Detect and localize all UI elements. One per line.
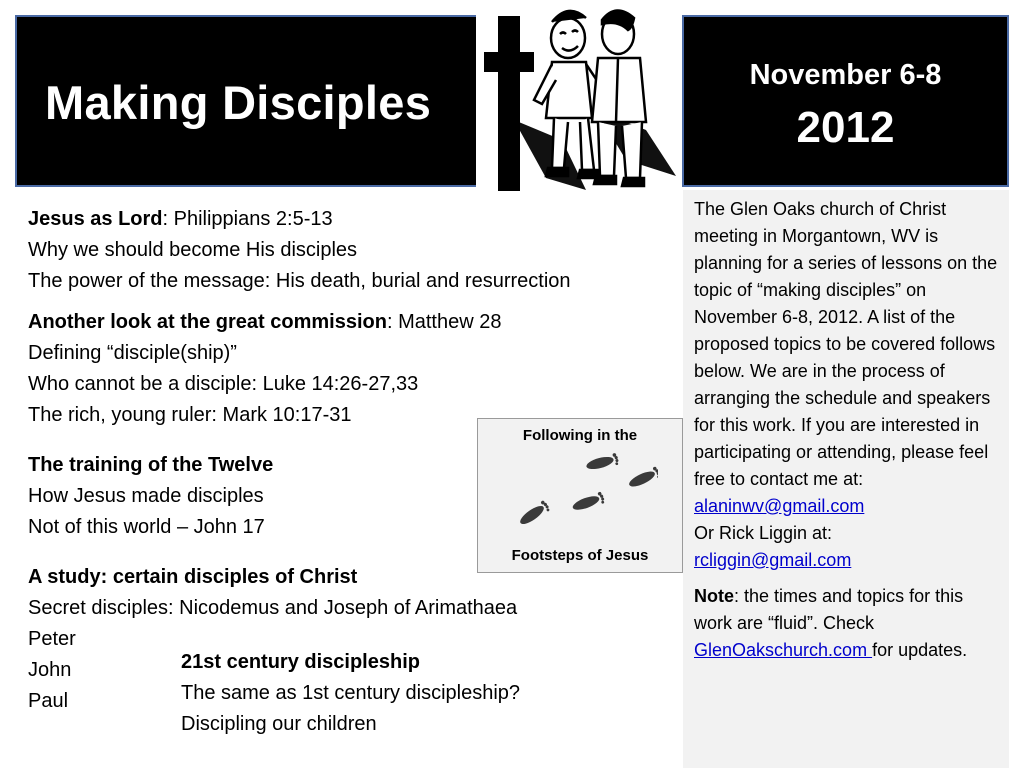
section-ref: : Matthew 28 [386, 311, 502, 333]
cross-and-two-men-illustration [476, 0, 682, 195]
footsteps-graphic [477, 418, 683, 573]
date-month-days: November 6-8 [749, 59, 942, 91]
footsteps-caption-top: Following in the [522, 427, 638, 444]
topic-line: Not of this world – John 17 [28, 516, 265, 538]
title-banner [15, 15, 480, 187]
topic-line: Discipling our children [181, 713, 377, 735]
topic-line: How Jesus made disciples [28, 485, 264, 507]
note-label: Note [694, 586, 734, 606]
section-training-twelve [28, 450, 273, 543]
topic-line: Why we should become His disciples [28, 239, 358, 261]
man-right [592, 10, 646, 186]
topic-line: Peter [28, 628, 76, 650]
section-heading: Jesus as Lord [28, 208, 163, 230]
note-end: for updates. [872, 640, 968, 660]
email-link-rick[interactable]: rcliggin@gmail.com [694, 550, 852, 570]
topic-line: Paul [28, 690, 69, 712]
sidebar-intro: The Glen Oaks church of Christ meeting in Morgantown, WV is planning for a series of lessons on the topic of “making disciples” on November 6-8, 2012. A list of the proposed topics to be covered follows below. We are in the process of arranging the schedule and speakers for this work. If you are interested in participating or attending, please feel free to contact me at: [694, 199, 998, 489]
topic-line: Secret disciples: Nicodemus and Joseph of Arimathaea [28, 597, 518, 619]
date-year: 2012 [796, 103, 895, 152]
date-banner [682, 15, 1009, 187]
topic-line: Defining “disciple(ship)” [28, 342, 237, 364]
website-link[interactable]: GlenOakschurch.com [694, 640, 873, 660]
footsteps-caption-bottom: Footsteps of Jesus [511, 547, 649, 564]
topic-line: Who cannot be a disciple: Luke 14:26-27,33 [28, 373, 419, 395]
section-heading: 21st century discipleship [181, 651, 420, 673]
page-title: Making Disciples [45, 76, 432, 129]
footprints-icon [508, 447, 658, 539]
info-sidebar-text [694, 196, 999, 664]
section-jesus-as-lord [28, 204, 571, 297]
section-ref: : Philippians 2:5-13 [162, 208, 333, 230]
topic-line: John [28, 659, 72, 681]
section-heading: Another look at the great commission [28, 311, 387, 333]
email-link-alan[interactable]: alaninwv@gmail.com [694, 496, 865, 516]
section-heading: The training of the Twelve [28, 454, 274, 476]
sidebar-or-line: Or Rick Liggin at: [694, 523, 833, 543]
section-great-commission [28, 307, 501, 431]
topic-line: The power of the message: His death, burial and resurrection [28, 270, 571, 292]
topic-line: The rich, young ruler: Mark 10:17-31 [28, 404, 352, 426]
topic-line: The same as 1st century discipleship? [181, 682, 521, 704]
section-heading: A study: certain disciples of Christ [28, 566, 358, 588]
section-21st-century [181, 647, 520, 740]
note-text: : the times and topics for this work are “fluid”. Check [694, 586, 964, 633]
